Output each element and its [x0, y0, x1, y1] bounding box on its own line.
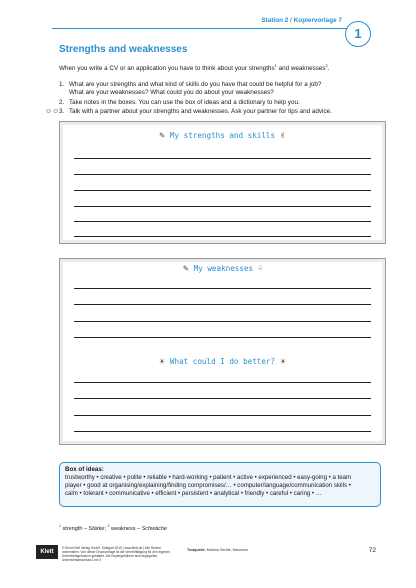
- weaknesses-heading: [60, 264, 385, 273]
- weaknesses-heading-text: My weaknesses: [193, 264, 254, 273]
- writing-line[interactable]: [74, 174, 371, 175]
- footnote-ref-1: 1: [274, 63, 277, 68]
- footnote-word-1: strength –: [61, 525, 89, 532]
- ideas-line: trustworthy • creative • polite • reliable • hard-working • patient • active • experienced • easy-going • a team: [65, 474, 352, 481]
- writing-line[interactable]: [74, 321, 371, 322]
- text-source: [187, 548, 248, 552]
- station-badge: [345, 21, 371, 47]
- writing-line[interactable]: [74, 337, 371, 338]
- task-number: 2.: [59, 99, 65, 106]
- publisher-logo: Klett: [36, 545, 58, 559]
- writing-line[interactable]: [74, 158, 371, 159]
- footnote-translation-2: Schwäche: [141, 525, 167, 532]
- better-heading-text: What could I do better?: [169, 357, 276, 366]
- page-title: Strengths and weaknesses: [59, 44, 188, 55]
- writing-line[interactable]: [74, 304, 371, 305]
- strengths-heading-text: My strengths and skills: [169, 131, 276, 140]
- footnote: [59, 524, 167, 532]
- footnote-num-1: 1: [59, 524, 61, 528]
- writing-line[interactable]: [74, 415, 371, 416]
- ideas-line: player • good at organising/explaining/finding compromises/… • computer/language/communication skills •: [65, 482, 351, 490]
- strengths-heading: [60, 131, 385, 140]
- better-heading: [60, 357, 385, 366]
- pair-work-icon: ☺☺: [45, 108, 60, 115]
- page-number: 72: [368, 547, 376, 554]
- task-number: 3.: [59, 108, 65, 115]
- footnote-word-2: weakness –: [109, 525, 142, 532]
- ideas-title: Box of ideas:: [65, 466, 104, 473]
- writing-line[interactable]: [74, 190, 371, 191]
- copyright-line: Unterrichtsanschluss Line 3: [62, 558, 102, 562]
- writing-line[interactable]: [74, 206, 371, 207]
- intro-middle: and weaknesses: [276, 65, 326, 73]
- station-number: 1: [354, 26, 362, 41]
- writing-line[interactable]: [74, 236, 371, 237]
- copyright-line: © Ernst Klett Verlag GmbH, Stuttgart 2019 | www.klett.de | Alle Rechte: [62, 546, 161, 550]
- lightbulb-icon: ☀: [158, 357, 166, 366]
- intro-after: .: [327, 65, 330, 73]
- copyright-notice: [62, 546, 182, 562]
- copyright-line: vorbehalten. Von dieser Druckvorlage ist die Vervielfältigung für den eigenen: [62, 550, 170, 554]
- footnote-ref-2: 2: [325, 63, 328, 68]
- intro-text: [59, 62, 330, 73]
- intro-before: When you write a CV or an application you have to think about your strengths: [59, 65, 275, 73]
- footnote-sep: ;: [104, 525, 108, 532]
- writing-line[interactable]: [74, 288, 371, 289]
- ideas-box: [59, 462, 381, 507]
- task-number: 1.: [59, 81, 65, 88]
- task-text: Talk with a partner about your strengths and weaknesses. Ask your partner for tips and advice.: [69, 108, 332, 115]
- flexed-arm-icon: ✌: [279, 131, 286, 140]
- header-rule: [52, 28, 352, 29]
- pencil-icon: ✎: [182, 264, 190, 273]
- task-text: What are your strengths and what kind of skills do you have that could be helpful for a job?: [69, 81, 322, 88]
- lightbulb-icon: ☀: [279, 357, 287, 366]
- writing-line[interactable]: [74, 398, 371, 399]
- copyright-line: Unterrichtsgebrauch gestattet. Die Kopiergebühren sind abgegolten.: [62, 554, 159, 558]
- task-3: [45, 108, 379, 116]
- footnote-num-2: 2: [107, 524, 110, 528]
- task-1: [59, 81, 379, 97]
- writing-line[interactable]: [74, 431, 371, 432]
- writing-line[interactable]: [74, 382, 371, 383]
- station-label: Station 2 / Kopiervorlage 7: [261, 17, 342, 24]
- text-source-label: Textquelle:: [187, 548, 206, 552]
- pencil-icon: ✎: [159, 131, 166, 140]
- task-text: Take notes in the boxes. You can use the box of ideas and a dictionary to help you.: [69, 99, 300, 106]
- task-2: [59, 99, 379, 107]
- strengths-box: [59, 121, 386, 244]
- writing-line[interactable]: [74, 221, 371, 222]
- thumbs-down-icon: ☟: [257, 264, 263, 273]
- ideas-line: calm • tolerant • communicative • efficient • persistent • analytical • friendly • careful • caring • …: [65, 490, 322, 498]
- task-text-line2: What are your weaknesses? What could you do about your weaknesses?: [69, 89, 274, 96]
- text-source-name: Martina Gerthe, Hannover: [205, 548, 249, 552]
- weaknesses-box: [59, 258, 386, 445]
- footnote-translation-1: Stärke: [88, 525, 105, 532]
